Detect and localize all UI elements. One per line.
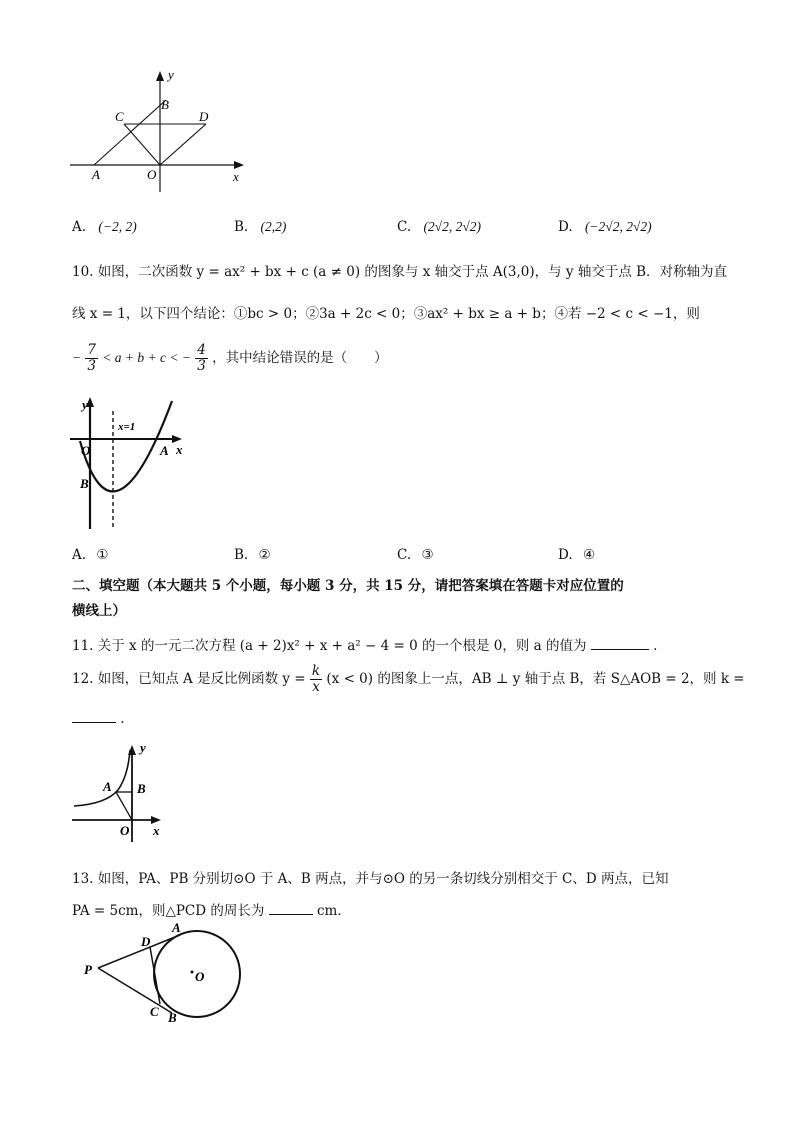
- fig10-label-y: y: [82, 397, 88, 412]
- q10-frac2-num: 4: [197, 342, 206, 358]
- fig10-label-axis: x=1: [118, 421, 136, 433]
- q12-line-1: [72, 664, 745, 695]
- fig13-label-O: O: [195, 969, 205, 984]
- fig9-label-B: B: [161, 97, 169, 112]
- q10-option-a-value: ①: [96, 547, 109, 563]
- q10-frac1-num: 7: [87, 342, 97, 358]
- q11-answer-blank[interactable]: [591, 649, 649, 650]
- q12-end: .: [120, 711, 125, 727]
- q13-line-2-suffix: cm．: [316, 903, 351, 919]
- q9-option-c-value: (2√2, 2√2): [423, 219, 481, 234]
- q12-part2: (x < 0) 的图象上一点，AB ⊥ y 轴于点 B，若 S△AOB = 2，则 k =: [326, 671, 745, 687]
- section-2-heading-line-1: 二、填空题（本大题共 5 个小题，每小题 3 分，共 15 分，请把答案填在答题卡对应位置的: [72, 578, 624, 594]
- q10-option-c-value: ③: [421, 547, 434, 563]
- fig12-label-O: O: [120, 823, 130, 838]
- fig10-label-O: O: [81, 443, 91, 458]
- q10-option-d[interactable]: [558, 547, 595, 563]
- q11-line: [72, 634, 657, 654]
- q10-line-3: [72, 343, 388, 374]
- fig9-label-x: x: [233, 169, 239, 184]
- q10-option-a-letter: A.: [72, 547, 87, 563]
- figure-q9: [66, 66, 256, 196]
- q9-option-d[interactable]: [558, 219, 652, 235]
- q10-option-c-letter: C.: [397, 547, 412, 563]
- fig9-label-D: D: [199, 109, 209, 124]
- q9-option-b[interactable]: [234, 219, 286, 235]
- q9-option-b-letter: B.: [234, 219, 249, 235]
- q12-part1: 12. 如图，已知点 A 是反比例函数 y =: [72, 671, 306, 687]
- q10-option-d-letter: D.: [558, 547, 573, 563]
- q13-line-1: 13. 如图，PA、PB 分别切⊙O 于 A、B 两点，并与⊙O 的另一条切线分别相交于 C、D 两点，已知: [72, 871, 669, 887]
- q12-frac-den: x: [312, 679, 320, 695]
- q9-option-a[interactable]: [72, 219, 137, 235]
- q9-option-c[interactable]: [397, 219, 481, 235]
- q9-option-c-letter: C.: [397, 219, 412, 235]
- q10-fraction-2: [195, 343, 208, 374]
- fig12-label-B: B: [137, 781, 146, 796]
- q9-option-a-value: (−2, 2): [98, 219, 137, 234]
- section-2-heading-line-2: 横线上）: [72, 603, 126, 619]
- fig13-label-P: P: [84, 962, 92, 977]
- q13-answer-blank[interactable]: [269, 914, 313, 915]
- fig10-label-B: B: [80, 476, 89, 491]
- q10-option-a[interactable]: [72, 547, 108, 563]
- q10-option-b-letter: B.: [234, 547, 249, 563]
- q10-fraction-1: [85, 343, 98, 374]
- fig9-label-y: y: [168, 67, 174, 82]
- fig9-label-C: C: [115, 109, 124, 124]
- fig13-label-A: A: [172, 922, 181, 935]
- fig13-label-D: D: [141, 934, 151, 949]
- fig10-label-A: A: [160, 443, 169, 458]
- fig12-label-x: x: [153, 823, 160, 838]
- q11-end: .: [653, 638, 658, 654]
- q12-fraction: [310, 664, 322, 695]
- q9-option-a-letter: A.: [72, 219, 87, 235]
- fig10-label-x: x: [176, 442, 183, 457]
- q9-option-d-letter: D.: [558, 219, 573, 235]
- q9-option-b-value: (2,2): [260, 219, 287, 234]
- q10-inequality: < a + b + c < −: [102, 350, 191, 365]
- q13-line-2-prefix: PA = 5cm，则△PCD 的周长为: [72, 903, 265, 919]
- q9-option-d-value: (−2√2, 2√2): [584, 219, 652, 234]
- q10-option-b-value: ②: [258, 547, 271, 563]
- figure-q10: [66, 393, 191, 533]
- q11-text: 11. 关于 x 的一元二次方程 (a + 2)x² + x + a² − 4 = 0 的一个根是 0，则 a 的值为: [72, 638, 587, 654]
- q10-line-1: 10. 如图，二次函数 y = ax² + bx + c (a ≠ 0) 的图象与 x 轴交于点 A(3,0)，与 y 轴交于点 B．对称轴为直: [72, 264, 728, 280]
- q10-frac2-den: 3: [197, 358, 206, 374]
- fig13-label-B: B: [168, 1010, 177, 1025]
- fig9-label-A: A: [92, 167, 100, 182]
- q10-option-b[interactable]: [234, 547, 271, 563]
- fig9-label-O: O: [147, 167, 157, 182]
- q10-line-2: 线 x = 1，以下四个结论：①bc > 0；②3a + 2c < 0；③ax² + bx ≥ a + b；④若 −2 < c < −1，则: [72, 306, 700, 322]
- q10-option-d-value: ④: [582, 547, 596, 563]
- q10-frac1-den: 3: [87, 358, 97, 374]
- figure-q13: [78, 922, 248, 1026]
- fig13-label-C: C: [150, 1004, 159, 1019]
- q10-question-tail: ，其中结论错误的是（ ）: [212, 350, 388, 366]
- q13-line-2: [72, 899, 351, 919]
- fig12-label-A: A: [103, 779, 112, 794]
- q12-answer-blank[interactable]: [72, 722, 116, 723]
- figure-q12: [66, 738, 171, 843]
- q12-frac-num: k: [311, 663, 321, 679]
- q10-minus-sign: −: [72, 350, 82, 365]
- q12-line-2: [72, 711, 125, 727]
- q10-option-c[interactable]: [397, 547, 434, 563]
- fig12-label-y: y: [140, 740, 146, 755]
